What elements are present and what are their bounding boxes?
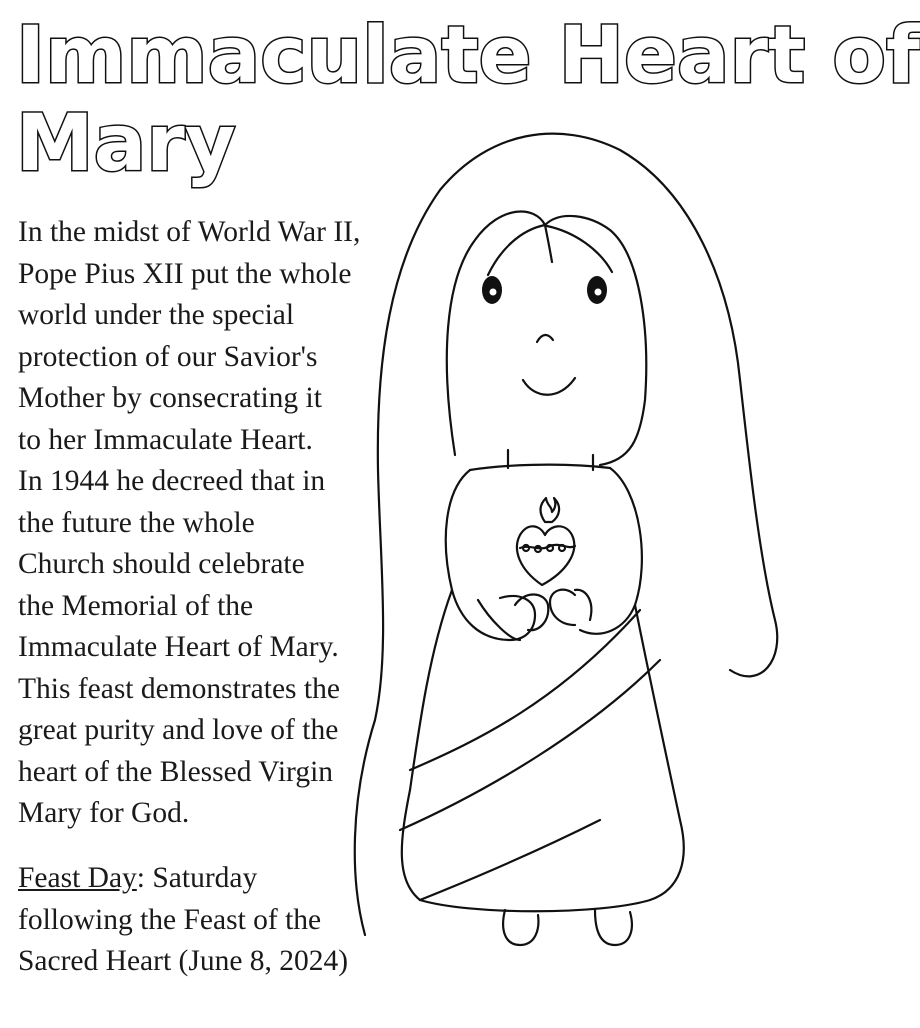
description-line: the Memorial of the [18,589,254,622]
description-line: Church should celebrate [18,548,305,580]
flame-icon [541,498,560,522]
sash-lower [400,660,660,830]
description-line: heart of the Blessed Virgin [18,755,334,788]
dress-right-side [635,605,684,900]
description-line: great purity and love of the [18,714,339,746]
description-line: In the midst of World War II, [18,216,361,248]
description-line: In 1944 he decreed that in [18,465,326,497]
description-line: Mother by consecrating it [18,382,322,414]
hair-part [545,225,552,262]
hair-strand-right [547,226,612,272]
title-line-2: Mary [16,99,236,189]
description-line: protection of our Savior's [18,340,318,373]
right-sleeve [580,468,642,634]
rose-wreath-bead [547,545,553,551]
nose-icon [537,335,553,342]
description-line: Immaculate Heart of Mary. [18,631,339,663]
left-hand [515,594,548,630]
left-eye-shine [490,289,497,296]
right-foot [595,910,632,945]
title-line-1: Immaculate Heart of [16,11,920,101]
feast-day-weekday: Saturday [145,862,258,894]
sacred-heart-icon [517,526,574,585]
description-line: Pope Pius XII put the whole [18,257,352,290]
description-line: world under the special [18,299,295,331]
rose-wreath-bead [559,545,565,551]
hair-strand-left [488,225,545,275]
feast-day-line-3: Sacred Heart (June 8, 2024) [18,945,349,977]
description-line: This feast demonstrates the [18,672,340,705]
feast-day-line-2: following the Feast of the [18,903,322,936]
hair-outline [447,211,646,465]
right-cuff [575,590,591,620]
mouth-icon [523,378,575,395]
veil-outline [355,134,777,935]
sash-bottom-curve [420,820,600,900]
feast-day-colon: : [136,862,145,894]
dress-neckline [470,465,610,470]
dress-left-side [402,590,452,900]
description-line: the future the whole [18,506,255,539]
dress-hem [420,900,650,911]
sash-upper [410,610,640,770]
left-sleeve [446,470,535,640]
description-line: to her Immaculate Heart. [18,423,313,456]
description-line: Mary for God. [18,797,190,829]
feast-day-label: Feast Day [18,862,137,894]
left-foot [503,910,538,945]
right-eye-shine [595,289,602,296]
right-hand [550,590,575,625]
